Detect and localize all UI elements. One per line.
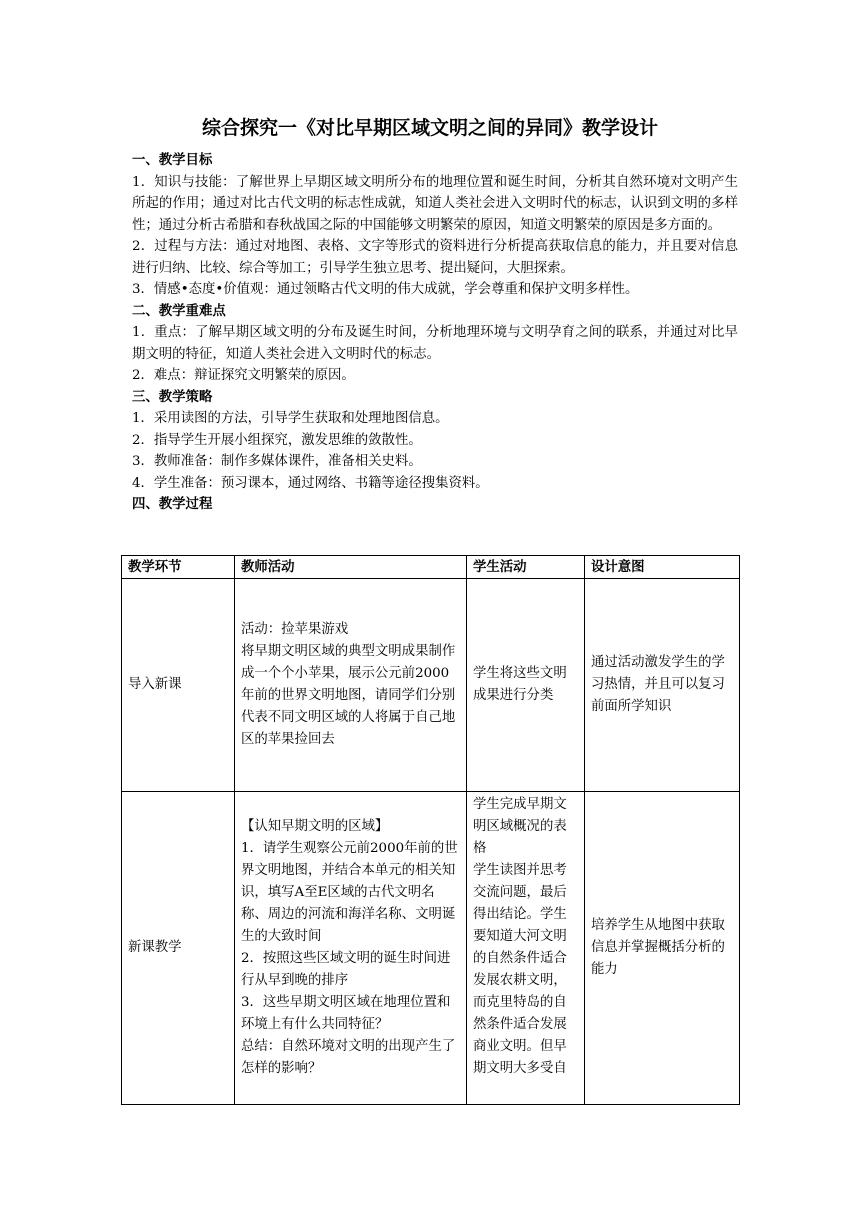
cell-teacher-activity: 【认知早期文明的区域】 1．请学生观察公元前2000年前的世界文明地图，并结合本单元的相关知识，填写A至E区域的古代文明名称、周边的河流和海洋名称、文明诞生的大致时间 2．按照这些区域文明的诞生时间进行从早到晚的排序 3．这些早期文明区域在地理位置和环境上有什么共同特征？ 总结：自然环境对文明的出现产生了怎样的影响？ <box>235 792 467 1105</box>
strategy-item-4: 4．学生准备：预习课本，通过网络、书籍等途径搜集资料。 <box>132 475 489 491</box>
focus-difficulty: 2．难点：辩证探究文明繁荣的原因。 <box>132 368 355 383</box>
cell-stage: 新课教学 <box>122 792 235 1105</box>
cell-teacher-activity: 活动：捡苹果游戏 将早期文明区域的典型文明成果制作成一个个小苹果，展示公元前2000年前的世界文明地图，请同学们分别代表不同文明区域的人将属于自己地区的苹果捡回去 <box>235 579 467 792</box>
section-heading-strategy: 三、教学策略 <box>132 388 213 405</box>
focus-key-point: 1．重点：了解早期区域文明的分布及诞生时间，分析地理环境与文明孕育之间的联系，并通过对比早期文明的特征，知道人类社会进入文明时代的标志。 <box>132 325 738 362</box>
header-teacher-activity: 教师活动 <box>235 556 467 579</box>
cell-design-intent: 培养学生从地图中获取信息并掌握概括分析的能力 <box>585 792 740 1105</box>
document-title: 综合探究一《对比早期区域文明之间的异同》教学设计 <box>201 117 658 139</box>
cell-design-intent: 通过活动激发学生的学习热情，并且可以复习前面所学知识 <box>585 579 740 792</box>
section-heading-process: 四、教学过程 <box>132 496 213 512</box>
document-body <box>132 150 738 516</box>
teaching-process-table <box>121 555 740 1105</box>
objective-values: 3．情感•态度•价值观：通过领略古代文明的伟大成就，学会尊重和保护文明多样性。 <box>132 282 639 297</box>
cell-student-activity: 学生完成早期文明区域概况的表格 学生读图并思考交流问题，最后得出结论。学生要知道大河文明的自然条件适合发展农耕文明，而克里特岛的自然条件适合发展商业文明。但早期文明大多受自 <box>467 792 585 1105</box>
header-student-activity: 学生活动 <box>467 556 585 579</box>
header-design-intent: 设计意图 <box>585 556 740 579</box>
section-heading-focus: 二、教学重难点 <box>132 302 226 319</box>
objective-process: 2．过程与方法：通过对地图、表格、文字等形式的资料进行分析提高获取信息的能力，并且要对信息进行归纳、比较、综合等加工；引导学生独立思考、提出疑问，大胆探索。 <box>132 239 738 276</box>
objective-knowledge: 1．知识与技能：了解世界上早期区域文明所分布的地理位置和诞生时间，分析其自然环境对文明产生所起的作用；通过对比古代文明的标志性成就，知道人类社会进入文明时代的标志，认识到文明的多样性；通过分析古希腊和春秋战国之际的中国能够文明繁荣的原因，知道文明繁荣的原因是多方面的。 <box>132 174 738 233</box>
table-header-row <box>122 556 740 579</box>
strategy-item-1: 1．采用读图的方法，引导学生获取和处理地图信息。 <box>132 411 449 426</box>
table-row <box>122 579 740 792</box>
section-heading-objectives: 一、教学目标 <box>132 152 213 168</box>
strategy-item-2: 2．指导学生开展小组探究，激发思维的敛散性。 <box>132 432 422 448</box>
cell-stage: 导入新课 <box>122 579 235 792</box>
strategy-item-3: 3．教师准备：制作多媒体课件，准备相关史料。 <box>132 454 422 469</box>
cell-student-activity: 学生将这些文明成果进行分类 <box>467 579 585 792</box>
header-stage: 教学环节 <box>122 556 235 579</box>
table-row <box>122 792 740 1105</box>
